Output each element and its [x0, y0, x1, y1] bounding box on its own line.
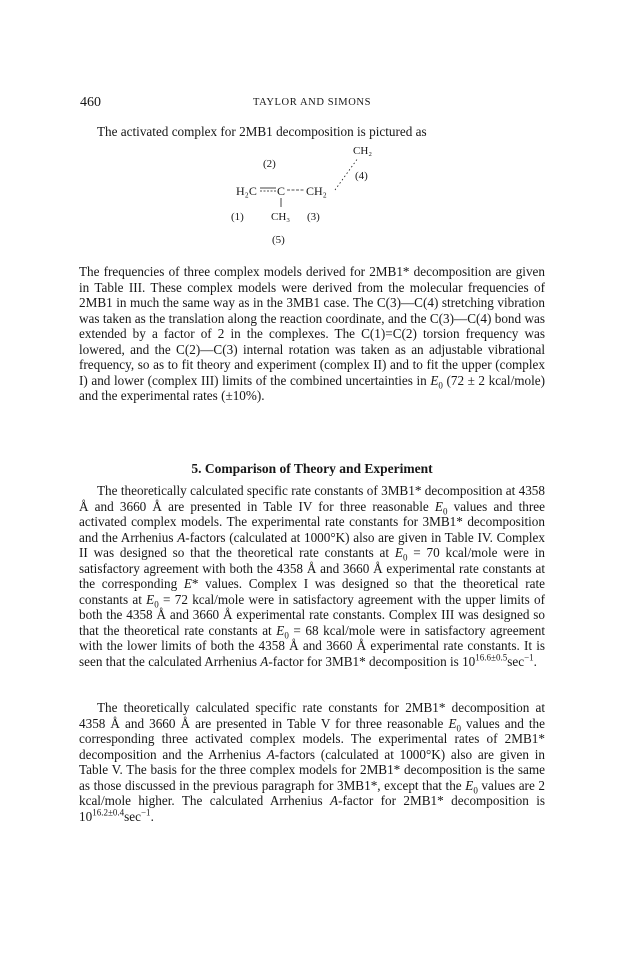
atom-h2c: H₂C: [236, 184, 257, 198]
paragraph-complex-models: The frequencies of three complex models derived for 2MB1* decomposition are given in Table III. These complex models were derived from the molecular frequencies of 2MB1 in much the same way as in the 3MB1 case. The C(3)—C(4) stretching vibration was taken as the translation along the reaction coordinate, and the C(3)—C(4) bond was extended by a factor of 2 in the complexes. The C(1)=C(2) torsion frequency was lowered, and the C(2)—C(3) internal rotation was taken as an adjustable vibrational frequency, so as to fit theory and experiment (complex II) and to fit the upper (complex I) and lower (complex III) limits of the combined uncertainties in $E_0$ (72 ± 2 kcal/mole) and the experimental rates (±10%).: [79, 264, 545, 403]
atom-c2: C: [277, 184, 286, 198]
paragraph-3mb1-results: The theoretically calculated specific rate constants of 3MB1* decomposition at 4358 Å and 3660 Å are presented in Table IV for three reasonable $E_0$ values and three activated complex models. The experimental rate constants for 3MB1* decomposition and the Arrhenius A-factors (calculated at 1000°K) also are given in Table IV. Complex II was designed so that the theoretical rate constants at $E_0 = 70$ kcal/mole were in satisfactory agreement with both the 4358 Å and 3660 Å experimental rate constants at the corresponding E* values. Complex I was designed so that the theoretical rate constants at $E_0 = 72$ kcal/mole were in satisfactory agreement with the upper limits of both the 4358 Å and 3660 Å experimental rate constants. Complex III was designed so that the theoretical rate constants at $E_0 = 68$ kcal/mole were in satisfactory agreement with the lower limits of both the 4358 Å and 3660 Å experimental rate constants. It is seen that the calculated Arrhenius A-factor for 3MB1* decomposition is $10^{16.6\pm 0.5}\sec^{-1}$.: [79, 483, 545, 669]
section-heading: 5. Comparison of Theory and Experiment: [191, 461, 433, 476]
atom-methyl: CH₃: [271, 211, 291, 223]
page-number: 460: [80, 95, 101, 110]
label-2: (2): [263, 158, 276, 170]
label-3: (3): [307, 211, 320, 223]
running-title: TAYLOR AND SIMONS: [252, 97, 372, 108]
label-4: (4): [355, 170, 368, 182]
label-5: (5): [272, 234, 285, 246]
atom-ch2-right: CH₂: [306, 184, 327, 198]
paragraph-2mb1-results: The theoretically calculated specific rate constants for 2MB1* decomposition at 4358 Å and 3660 Å are presented in Table V for three reasonable $E_0$ values and the corresponding three activated complex models. The experimental rates of 2MB1* decomposition and the Arrhenius A-factors (calculated at 1000°K) also are given in Table V. The basis for the three complex models for 2MB1* decomposition is the same as those discussed in the previous paragraph for 3MB1*, except that the $E_0$ values are 2 kcal/mole higher. The calculated Arrhenius A-factor for 2MB1* decomposition is $10^{16.2\pm 0.4}\sec^{-1}$.: [79, 700, 545, 824]
activated-complex-diagram: [225, 143, 405, 263]
intro-sentence: The activated complex for 2MB1 decomposition is pictured as: [97, 124, 427, 139]
label-1: (1): [231, 211, 244, 223]
atom-ch2-top: CH₂: [353, 145, 373, 157]
